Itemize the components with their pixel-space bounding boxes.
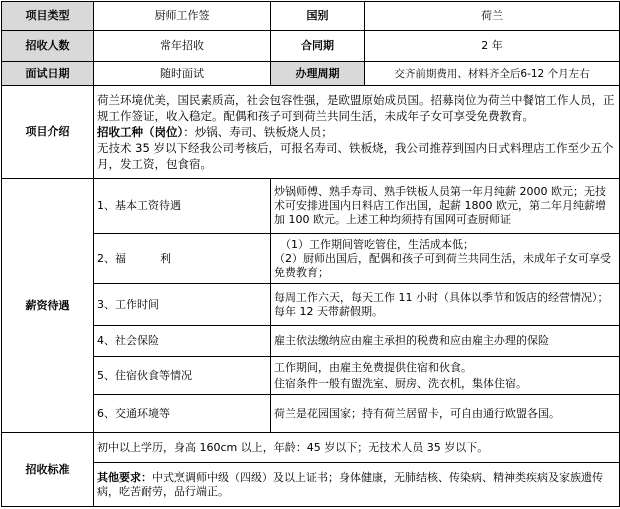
recruit-count-value: 常年招收: [94, 31, 271, 62]
table-row: [2, 284, 620, 326]
welfare-detail-line: （1）工作期间管吃管住，生活成本低；: [280, 237, 474, 251]
country-header: 国别: [271, 2, 365, 31]
standard-header: 招收标准: [2, 433, 94, 507]
table-row: [2, 86, 620, 179]
accommodation-detail-line: 住宿条件一般有盥洗室、厨房、洗衣机，集体住宿。: [274, 376, 527, 390]
project-type-value: 厨师工作签: [94, 2, 271, 31]
other-requirements-label: 其他要求：: [97, 470, 152, 484]
table-row: [2, 234, 620, 284]
work-hours-item-detail: 每周工作六天，每天工作 11 小时（具体以季节和饭店的经营情况）；每年 12 天带薪假期。: [271, 284, 620, 326]
contract-period-header: 合同期: [271, 31, 365, 62]
accommodation-item-detail: [271, 357, 620, 395]
welfare-item-detail: [271, 234, 620, 284]
contract-period-value: 2 年: [365, 31, 620, 62]
salary-item-name: 1、基本工资待遇: [94, 179, 271, 234]
recruit-count-header: 招收人数: [2, 31, 94, 62]
table-row: [2, 433, 620, 463]
country-value: 荷兰: [365, 2, 620, 31]
project-intro-header: 项目介绍: [2, 86, 94, 179]
intro-training-note: 无技术 35 岁以下经我公司考核后，可报名寿司、铁板烧，我公司推荐到国内日式料理店工作至少五个月，发工资，包食宿。: [97, 141, 614, 171]
welfare-item-name: [94, 234, 271, 284]
work-hours-item-name: 3、工作时间: [94, 284, 271, 326]
job-posting-table: [1, 1, 620, 507]
project-type-header: 项目类型: [2, 2, 94, 31]
table-row: [2, 463, 620, 507]
salary-header: 薪资待遇: [2, 179, 94, 433]
social-insurance-item-name: 4、社会保险: [94, 326, 271, 357]
transport-item-name: 6、交通环境等: [94, 395, 271, 433]
other-requirements-text: 中式烹调师中级（四级）及以上证书；身体健康，无肺结核、传染病、精神类疾病及家族遗传病，吃苦耐劳，品行端正。: [97, 470, 603, 498]
interview-date-header: 面试日期: [2, 62, 94, 86]
table-row: [2, 31, 620, 62]
table-row: [2, 62, 620, 86]
table-row: [2, 2, 620, 31]
standard-basic: 初中以上学历，身高 160cm 以上，年龄：45 岁以下；无技术人员 35 岁以下。: [94, 433, 620, 463]
intro-paragraph: 荷兰环境优美，国民素质高，社会包容性强，是欧盟原始成员国。招募岗位为荷兰中餐馆工作人员，正规工作签证，收入稳定。配偶和孩子可到荷兰共同生活，未成年子女可享受免费教育。: [97, 93, 615, 123]
standard-other: [94, 463, 620, 507]
table-row: [2, 326, 620, 357]
social-insurance-item-detail: 雇主依法缴纳应由雇主承担的税费和应由雇主办理的保险: [271, 326, 620, 357]
intro-positions: [97, 124, 616, 140]
welfare-name-part: 利: [160, 251, 171, 265]
accommodation-detail-line: 工作期间，由雇主免费提供住宿和伙食。: [274, 360, 472, 374]
welfare-detail-line: （2）厨师出国后，配偶和孩子可到荷兰共同生活，未成年子女可享受免费教育；: [274, 251, 611, 279]
positions-list: ：炒锅、寿司、铁板烧人员；: [183, 125, 333, 139]
interview-date-value: 随时面试: [94, 62, 271, 86]
processing-period-header: 办理周期: [271, 62, 365, 86]
project-intro-content: [94, 86, 620, 179]
welfare-name-part: 2、福: [97, 251, 126, 265]
transport-item-detail: 荷兰是花园国家；持有荷兰居留卡，可自由通行欧盟各国。: [271, 395, 620, 433]
processing-period-value: 交齐前期费用、材料齐全后6-12 个月左右: [365, 62, 620, 86]
table-row: [2, 357, 620, 395]
table-row: [2, 179, 620, 234]
table-row: [2, 395, 620, 433]
positions-label: 招收工种（岗位）: [97, 125, 184, 139]
salary-item-detail: 炒锅师傅、熟手寿司、熟手铁板人员第一年月纯薪 2000 欧元；无技术可安排进国内日料店工作出国，起薪 1800 欧元，第二年月纯薪增加 100 欧元。上述工种均须持有国网可查厨师证: [271, 179, 620, 234]
accommodation-item-name: 5、住宿伙食等情况: [94, 357, 271, 395]
